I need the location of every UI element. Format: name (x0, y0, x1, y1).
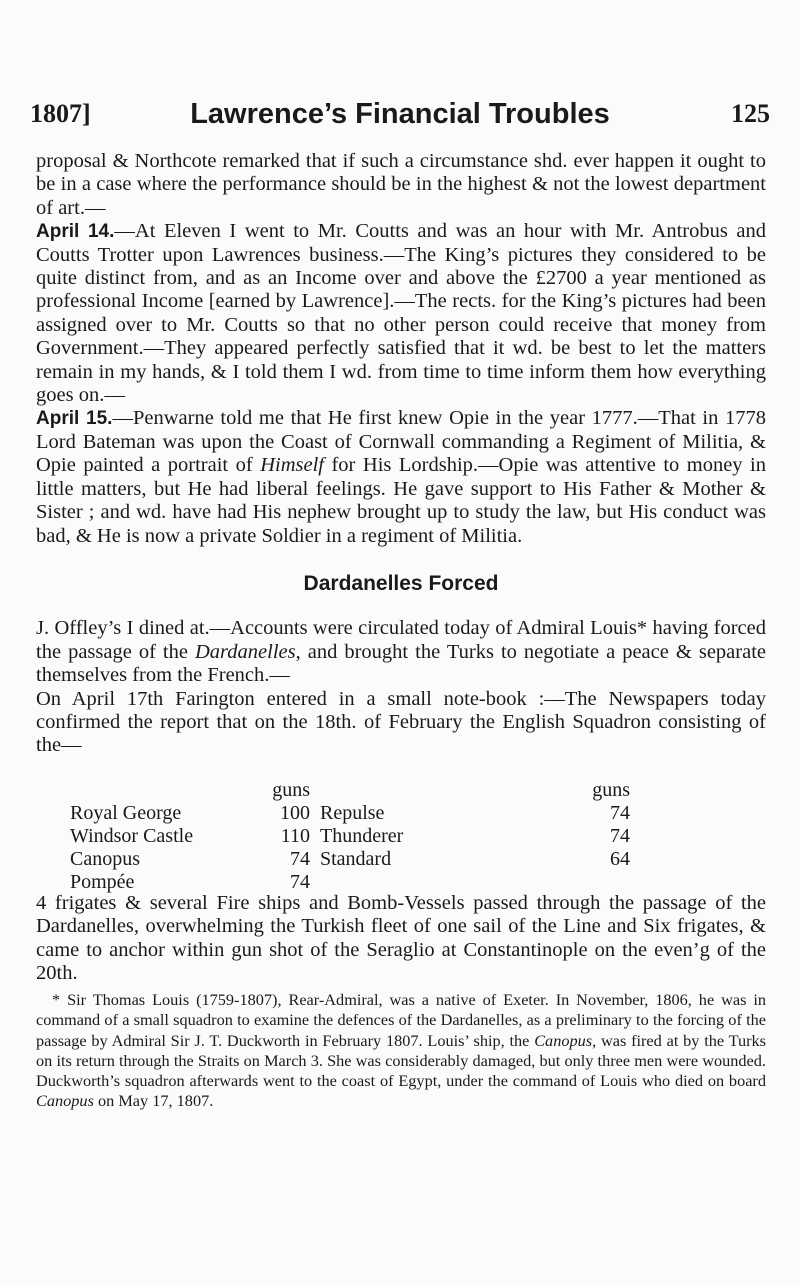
footnote-part: on May 17, 1807. (93, 1091, 214, 1111)
diary-entry-april-14 (36, 220, 766, 407)
section-heading: Dardanelles Forced (303, 571, 499, 595)
ship-name: Repulse (320, 802, 385, 824)
footnote (36, 990, 766, 1112)
entry-text: for His Lordship.—Opie was attentive to money in little matters, but He had liberal feelings. He gave support to His Father & Mother & Sister ; and wd. have had His nephew brought up to study the law, but His conduct was bad, & He is now a private Soldier in a regiment of Militia. (36, 454, 766, 547)
running-header (30, 96, 770, 132)
entry-date: April 14. (36, 221, 115, 243)
ship-name: Canopus (70, 848, 140, 870)
italic-text: Canopus (534, 1030, 593, 1050)
ship-guns: 74 (610, 802, 630, 824)
main-text-continued (36, 892, 766, 986)
table-row (70, 802, 670, 825)
ship-guns: 74 (290, 848, 310, 870)
guns-header: guns (272, 779, 310, 801)
entry-text: —Penwarne told me that He first knew Opie in the year 1777.—That in 1778 Lord Bateman was upon the Coast of Cornwall commanding a Regiment of Militia, & Opie painted a portrait of (36, 407, 766, 477)
ship-guns: 100 (280, 802, 310, 824)
paragraph-text: , and brought the Turks to negotiate a peace & separate themselves from the French.— (36, 640, 766, 687)
paragraph-text: 4 frigates & several Fire ships and Bomb-Vessels passed through the passage of the Dardanelles, overwhelming the Turkish fleet of one sail of the Line and Six frigates, & came to anchor within gun shot of the Seraglio at Constantinople on the even’g of the 20th. (36, 892, 766, 985)
ship-guns: 110 (280, 825, 310, 847)
italic-text: Dardanelles (195, 640, 296, 663)
paragraph (36, 688, 766, 758)
paragraph-text: proposal & Northcote remarked that if such a circumstance shd. ever happen it ought to be in a case where the performance should be in the highest & not the lowest department of art.— (36, 150, 766, 219)
table-row (70, 825, 670, 848)
header-title: Lawrence’s Financial Troubles (190, 98, 610, 130)
footnote-part: * Sir Thomas Louis (1759-1807), Rear-Admiral, was a native of Exeter. In November, 1806, he was in command of a small squadron to examine the defences of the Dardanelles, as a preliminary to the forcing of the passage by Admiral Sir J. T. Duckworth in February 1807. Louis’ ship, the (36, 990, 766, 1050)
ship-guns: 74 (290, 871, 310, 893)
diary-entry-april-15 (36, 407, 766, 547)
paragraph (36, 617, 766, 687)
ship-name: Pompée (70, 871, 135, 893)
ship-name: Standard (320, 848, 392, 870)
paragraph-text: On April 17th Farington entered in a small note-book :—The Newspapers today confirmed the report that on the 18th. of February the English Squadron consisting of the— (36, 687, 766, 757)
page-number: 125 (731, 99, 770, 128)
table-row (70, 871, 670, 894)
ships-table-header (70, 779, 670, 802)
italic-text: Himself (260, 454, 324, 477)
italic-text: Canopus (36, 1091, 94, 1111)
paragraph (36, 150, 766, 220)
header-year: 1807] (30, 99, 91, 128)
ship-name: Royal George (70, 802, 182, 824)
entry-text: —At Eleven I went to Mr. Coutts and was an hour with Mr. Antrobus and Coutts Trotter upon Lawrences business.—The King’s pictures they considered to be quite distinct from, and as an Income over and above the £2700 a year mentioned as professional Income [earned by Lawrence].—The rects. for the King’s pictures had been assigned over to Mr. Coutts so that no other person could receive that money from Government.—They appeared perfectly satisfied that it wd. be best to let the matters remain in my hands, & I told them I wd. from time to time inform them how everything goes on.— (36, 220, 766, 407)
guns-header: guns (592, 779, 630, 801)
main-text (36, 150, 766, 758)
ships-table (70, 779, 670, 894)
ship-name: Thunderer (320, 825, 404, 847)
ship-name: Windsor Castle (70, 825, 194, 847)
ship-guns: 74 (610, 825, 630, 847)
footnote-text (36, 990, 766, 1112)
paragraph (36, 892, 766, 986)
ship-guns: 64 (610, 848, 630, 870)
footnote-part: , was fired at by the Turks on its return through the Straits on March 3. She was considerably damaged, but only three men were wounded. Duckworth’s squadron afterwards went to the coast of Egypt, under the command of Louis who died on board (36, 1030, 766, 1091)
table-row (70, 848, 670, 871)
paragraph-text: J. Offley’s I dined at.—Accounts were circulated today of Admiral Louis* having forced the passage of the (36, 617, 766, 663)
entry-date: April 15. (36, 408, 113, 430)
